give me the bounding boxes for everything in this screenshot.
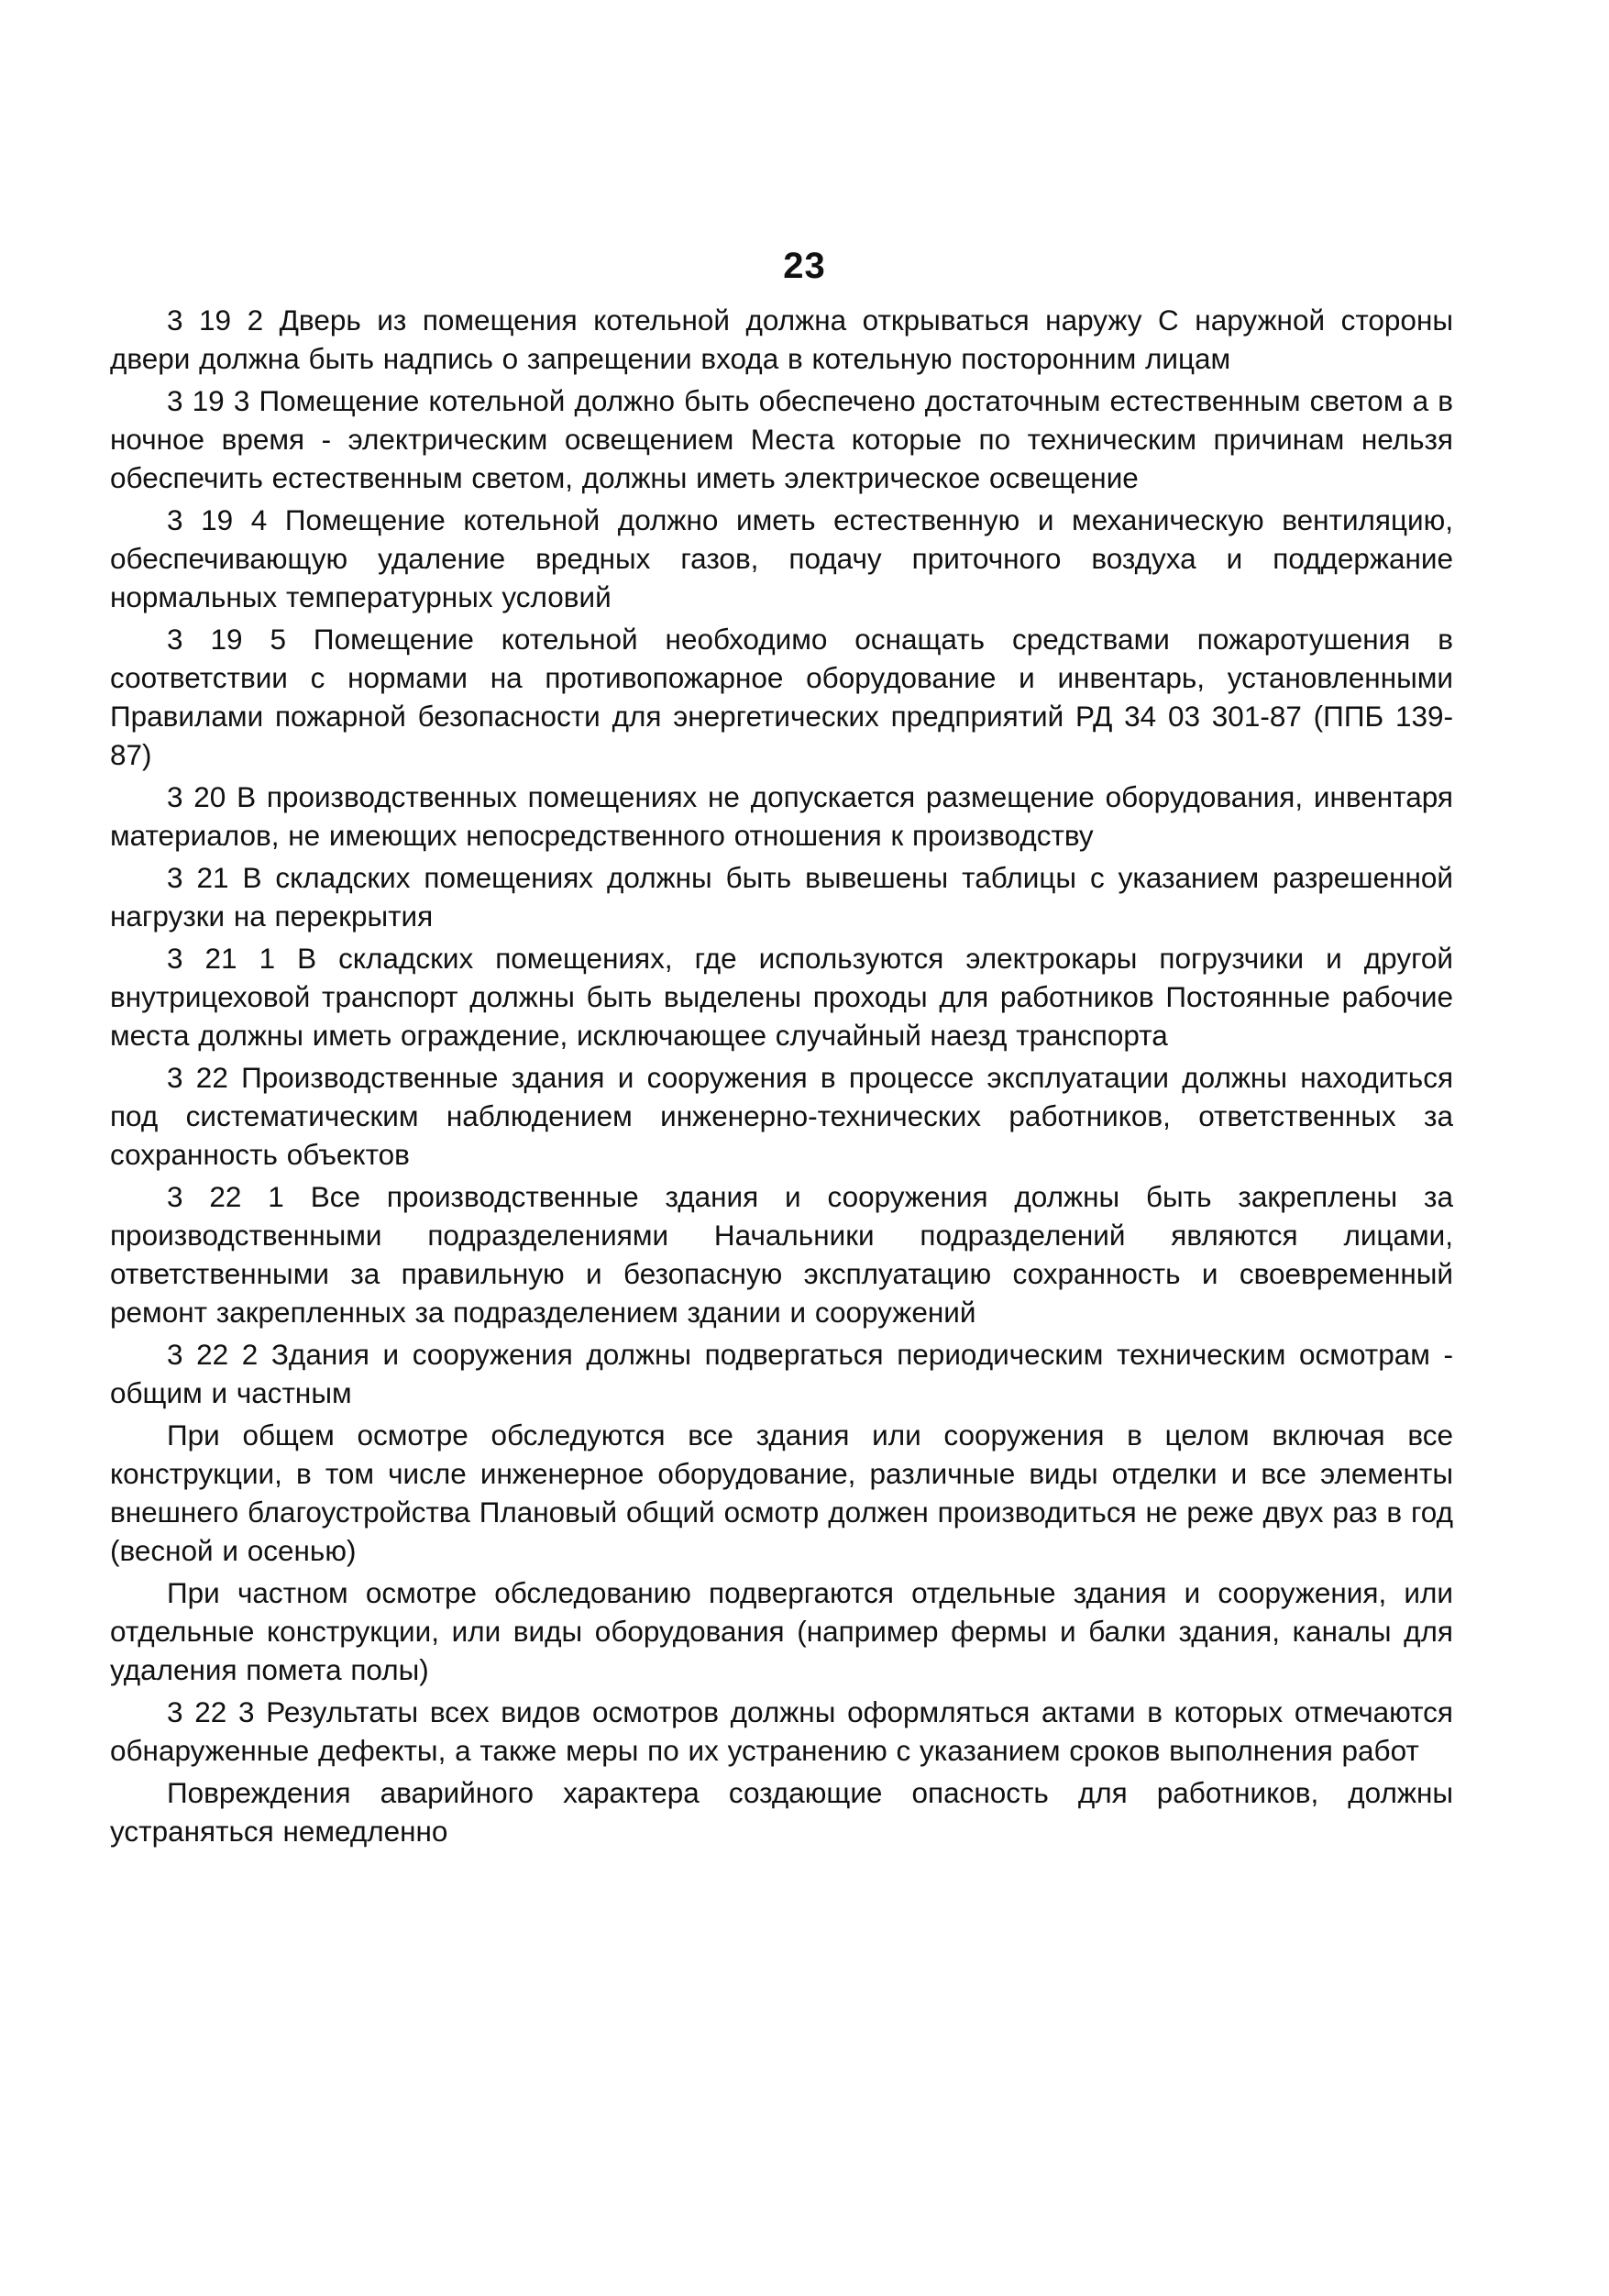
paragraph-3-19-2: 3 19 2 Дверь из помещения котельной должна открываться наружу С наружной стороны двери должна быть надпись о запрещении входа в котельную посторонним лицам <box>110 304 1453 375</box>
paragraph-general-inspection: При общем осмотре обследуются все здания или сооружения в целом включая все конструкции, в том числе инженерное оборудование, различные виды отделки и все элементы внешнего благоустройства Плановый общий осмотр должен производиться не реже двух раз в год (весной и осенью) <box>110 1418 1453 1567</box>
paragraph-emergency-damage: Повреждения аварийного характера создающие опасность для работников, должны устраняться немедленно <box>110 1776 1453 1848</box>
page-number: 23 <box>783 246 826 286</box>
document-body <box>110 301 1453 1854</box>
paragraph-3-20: 3 20 В производственных помещениях не допускается размещение оборудования, инвентаря материалов, не имеющих непосредственного отношения к производству <box>110 780 1453 852</box>
paragraph-partial-inspection: При частном осмотре обследованию подвергаются отдельные здания и сооружения, или отдельные конструкции, или виды оборудования (например фермы и балки здания, каналы для удаления помета полы) <box>110 1576 1453 1686</box>
paragraph-3-19-3: 3 19 3 Помещение котельной должно быть обеспечено достаточным естественным светом а в ночное время - электрическим освещением Места которые по техническим причинам нельзя обеспечить естественным светом, должны иметь электрическое освещение <box>110 384 1453 494</box>
paragraph-3-22-3: 3 22 3 Результаты всех видов осмотров должны оформляться актами в которых отмечаются обнаруженные дефекты, а также меры по их устранению с указанием сроков выполнения работ <box>110 1695 1453 1767</box>
paragraph-3-22: 3 22 Производственные здания и сооружения в процессе эксплуатации должны находиться под систематическим наблюдением инженерно-технических работников, ответственных за сохранность объектов <box>110 1061 1453 1171</box>
paragraph-3-19-5: 3 19 5 Помещение котельной необходимо оснащать средствами пожаротушения в соответствии с нормами на противопожарное оборудование и инвентарь, установленными Правилами пожарной безопасности для энергетических предприятий РД 34 03 301-87 (ППБ 139-87) <box>110 623 1453 771</box>
paragraph-3-22-2: 3 22 2 Здания и сооружения должны подвергаться периодическим техническим осмотрам - общим и частным <box>110 1338 1453 1409</box>
paragraph-3-22-1: 3 22 1 Все производственные здания и сооружения должны быть закреплены за производственными подразделениями Начальники подразделений являются лицами, ответственными за правильную и безопасную эксплуатацию сохранность и своевременный ремонт закрепленных за подразделением здании и сооружений <box>110 1180 1453 1329</box>
paragraph-3-21-1: 3 21 1 В складских помещениях, где используются электрокары погрузчики и другой внутрицеховой транспорт должны быть выделены проходы для работников Постоянные рабочие места должны иметь ограждение, исключающее случайный наезд транспорта <box>110 942 1453 1052</box>
paragraph-3-21: 3 21 В складских помещениях должны быть вывешены таблицы с указанием разрешенной нагрузки на перекрытия <box>110 861 1453 933</box>
paragraph-3-19-4: 3 19 4 Помещение котельной должно иметь естественную и механическую вентиляцию, обеспечивающую удаление вредных газов, подачу приточного воздуха и поддержание нормальных температурных условий <box>110 503 1453 613</box>
